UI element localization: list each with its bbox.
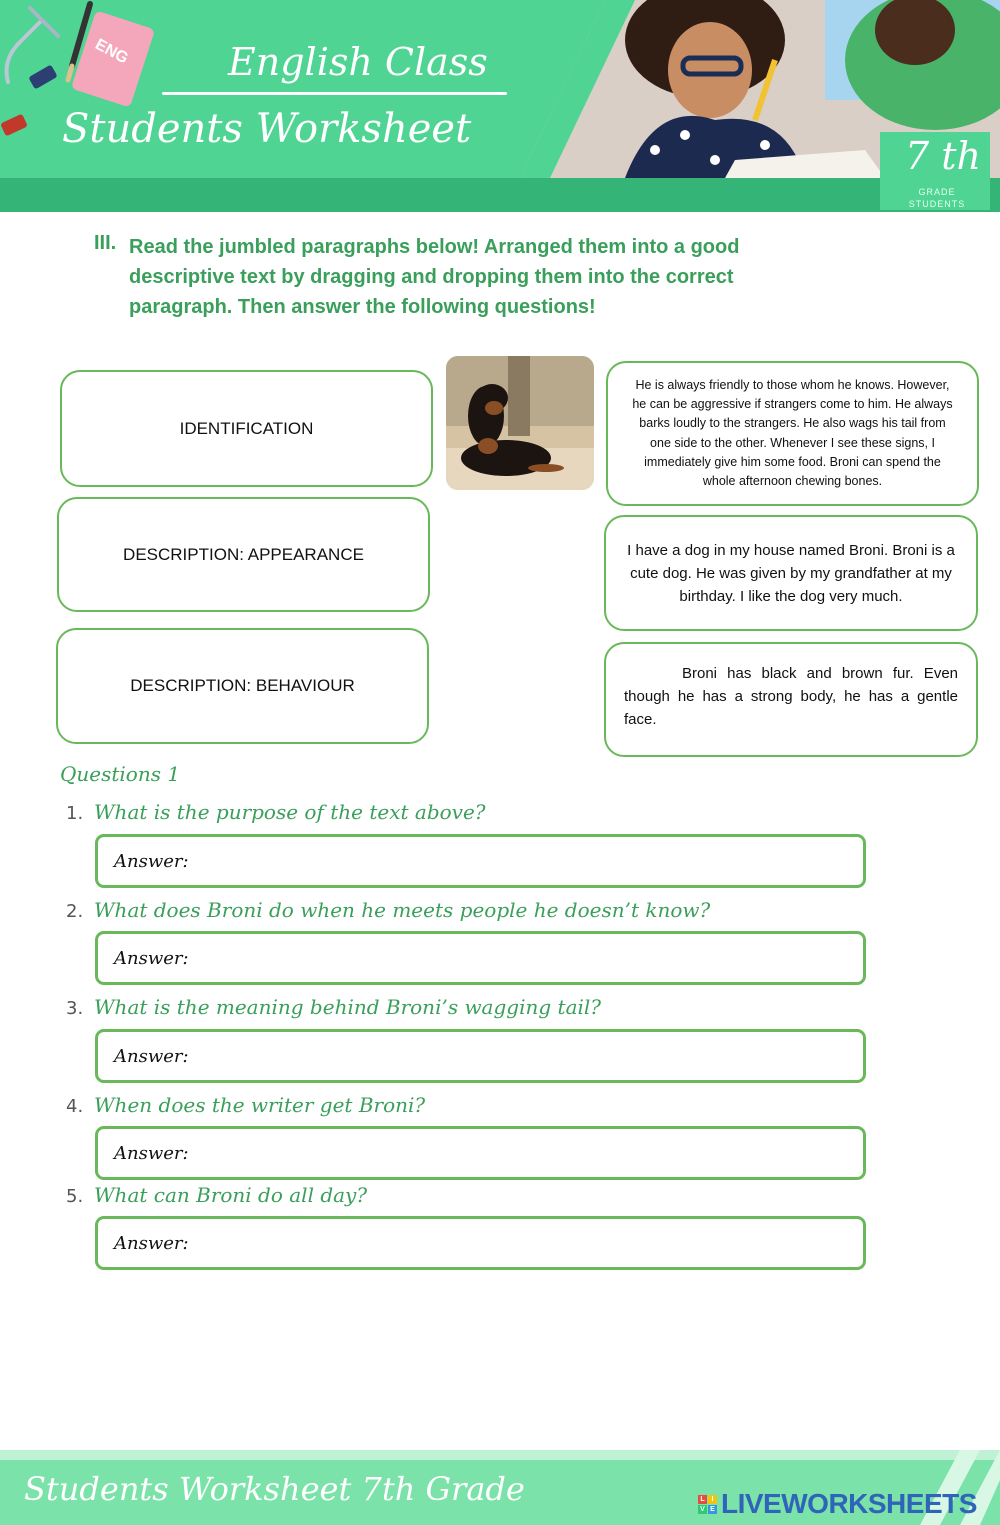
answer-label: Answer:: [114, 947, 189, 969]
drop-zone-identification[interactable]: [60, 370, 433, 487]
liveworksheets-logo-icon: [698, 1495, 717, 1514]
grade-caption: [896, 186, 978, 210]
paragraph-text: He is always friendly to those whom he knows. However, he can be aggressive if strangers come to him. He always barks loudly to the strangers. He also wags his tail from one side to the other. Whenever I see these signs, I immediately give him some food. Broni can spend the whole afternoon chewing bones.: [632, 377, 953, 489]
answer-field-4[interactable]: [95, 1126, 866, 1180]
answer-field-3[interactable]: [95, 1029, 866, 1083]
question-number: 1.: [66, 803, 84, 824]
instruction-number: III.: [94, 232, 117, 254]
paragraph-text: I have a dog in my house named Broni. Broni is a cute dog. He was given by my grandfather at my birthday. I like the dog very much.: [627, 541, 955, 605]
question-number: 4.: [66, 1096, 84, 1117]
question-number: 5.: [66, 1186, 84, 1207]
header-title-english-class: English Class: [228, 40, 488, 84]
logo-letter: V: [698, 1505, 707, 1514]
question-text: What does Broni do when he meets people he doesn’t know?: [94, 898, 711, 922]
question-5: [66, 1183, 367, 1207]
question-text: What can Broni do all day?: [94, 1183, 368, 1207]
answer-label: Answer:: [114, 1232, 189, 1254]
questions-heading: Questions 1: [60, 762, 181, 786]
paragraph-card-behaviour[interactable]: [606, 361, 979, 506]
drop-zone-appearance[interactable]: [57, 497, 430, 612]
instruction-text: Read the jumbled paragraphs below! Arranged them into a good descriptive text by dragging and dropping them into the correct paragraph. Then answer the following questions!: [129, 236, 740, 318]
question-1: [66, 800, 486, 824]
header-lower-band: [0, 178, 1000, 212]
grade-caption-line-2: STUDENTS: [908, 199, 966, 209]
answer-field-1[interactable]: [95, 834, 866, 888]
answer-label: Answer:: [114, 1045, 189, 1067]
paragraph-card-identification[interactable]: [604, 515, 978, 631]
header-divider: [162, 92, 507, 95]
paragraph-text: Broni has black and brown fur. Even though he has a strong body, he has a gentle face.: [624, 665, 958, 728]
liveworksheets-logo[interactable]: [698, 1486, 977, 1522]
worksheet-header: [0, 0, 1000, 212]
logo-letter: L: [698, 1495, 707, 1504]
drop-zone-label: IDENTIFICATION: [179, 418, 314, 438]
answer-label: Answer:: [114, 1142, 189, 1164]
dog-photo: [446, 356, 594, 490]
answer-field-2[interactable]: [95, 931, 866, 985]
drop-zone-label: DESCRIPTION: BEHAVIOUR: [130, 676, 355, 695]
question-number: 2.: [66, 901, 84, 922]
answer-field-5[interactable]: [95, 1216, 866, 1270]
question-4: [66, 1093, 425, 1117]
grade-number: 7 th: [905, 134, 981, 178]
question-text: What is the purpose of the text above?: [94, 800, 486, 824]
question-3: [66, 995, 601, 1019]
eng-tag: ENG: [92, 36, 131, 68]
drop-zone-label: DESCRIPTION: APPEARANCE: [123, 544, 364, 564]
question-text: When does the writer get Broni?: [94, 1093, 426, 1117]
grade-caption-line-1: GRADE: [918, 187, 956, 197]
logo-letter: E: [708, 1505, 717, 1514]
answer-label: Answer:: [114, 850, 189, 872]
question-2: [66, 898, 710, 922]
logo-letter: I: [708, 1495, 717, 1504]
footer-title: Students Worksheet 7th Grade: [24, 1470, 525, 1508]
question-text: What is the meaning behind Broni’s wagging tail?: [94, 995, 602, 1019]
drop-zone-behaviour[interactable]: [56, 628, 429, 744]
liveworksheets-brand-text: LIVEWORKSHEETS: [721, 1488, 977, 1519]
question-number: 3.: [66, 998, 84, 1019]
paragraph-card-appearance[interactable]: [604, 642, 978, 757]
header-title-students-worksheet: Students Worksheet: [62, 106, 472, 152]
